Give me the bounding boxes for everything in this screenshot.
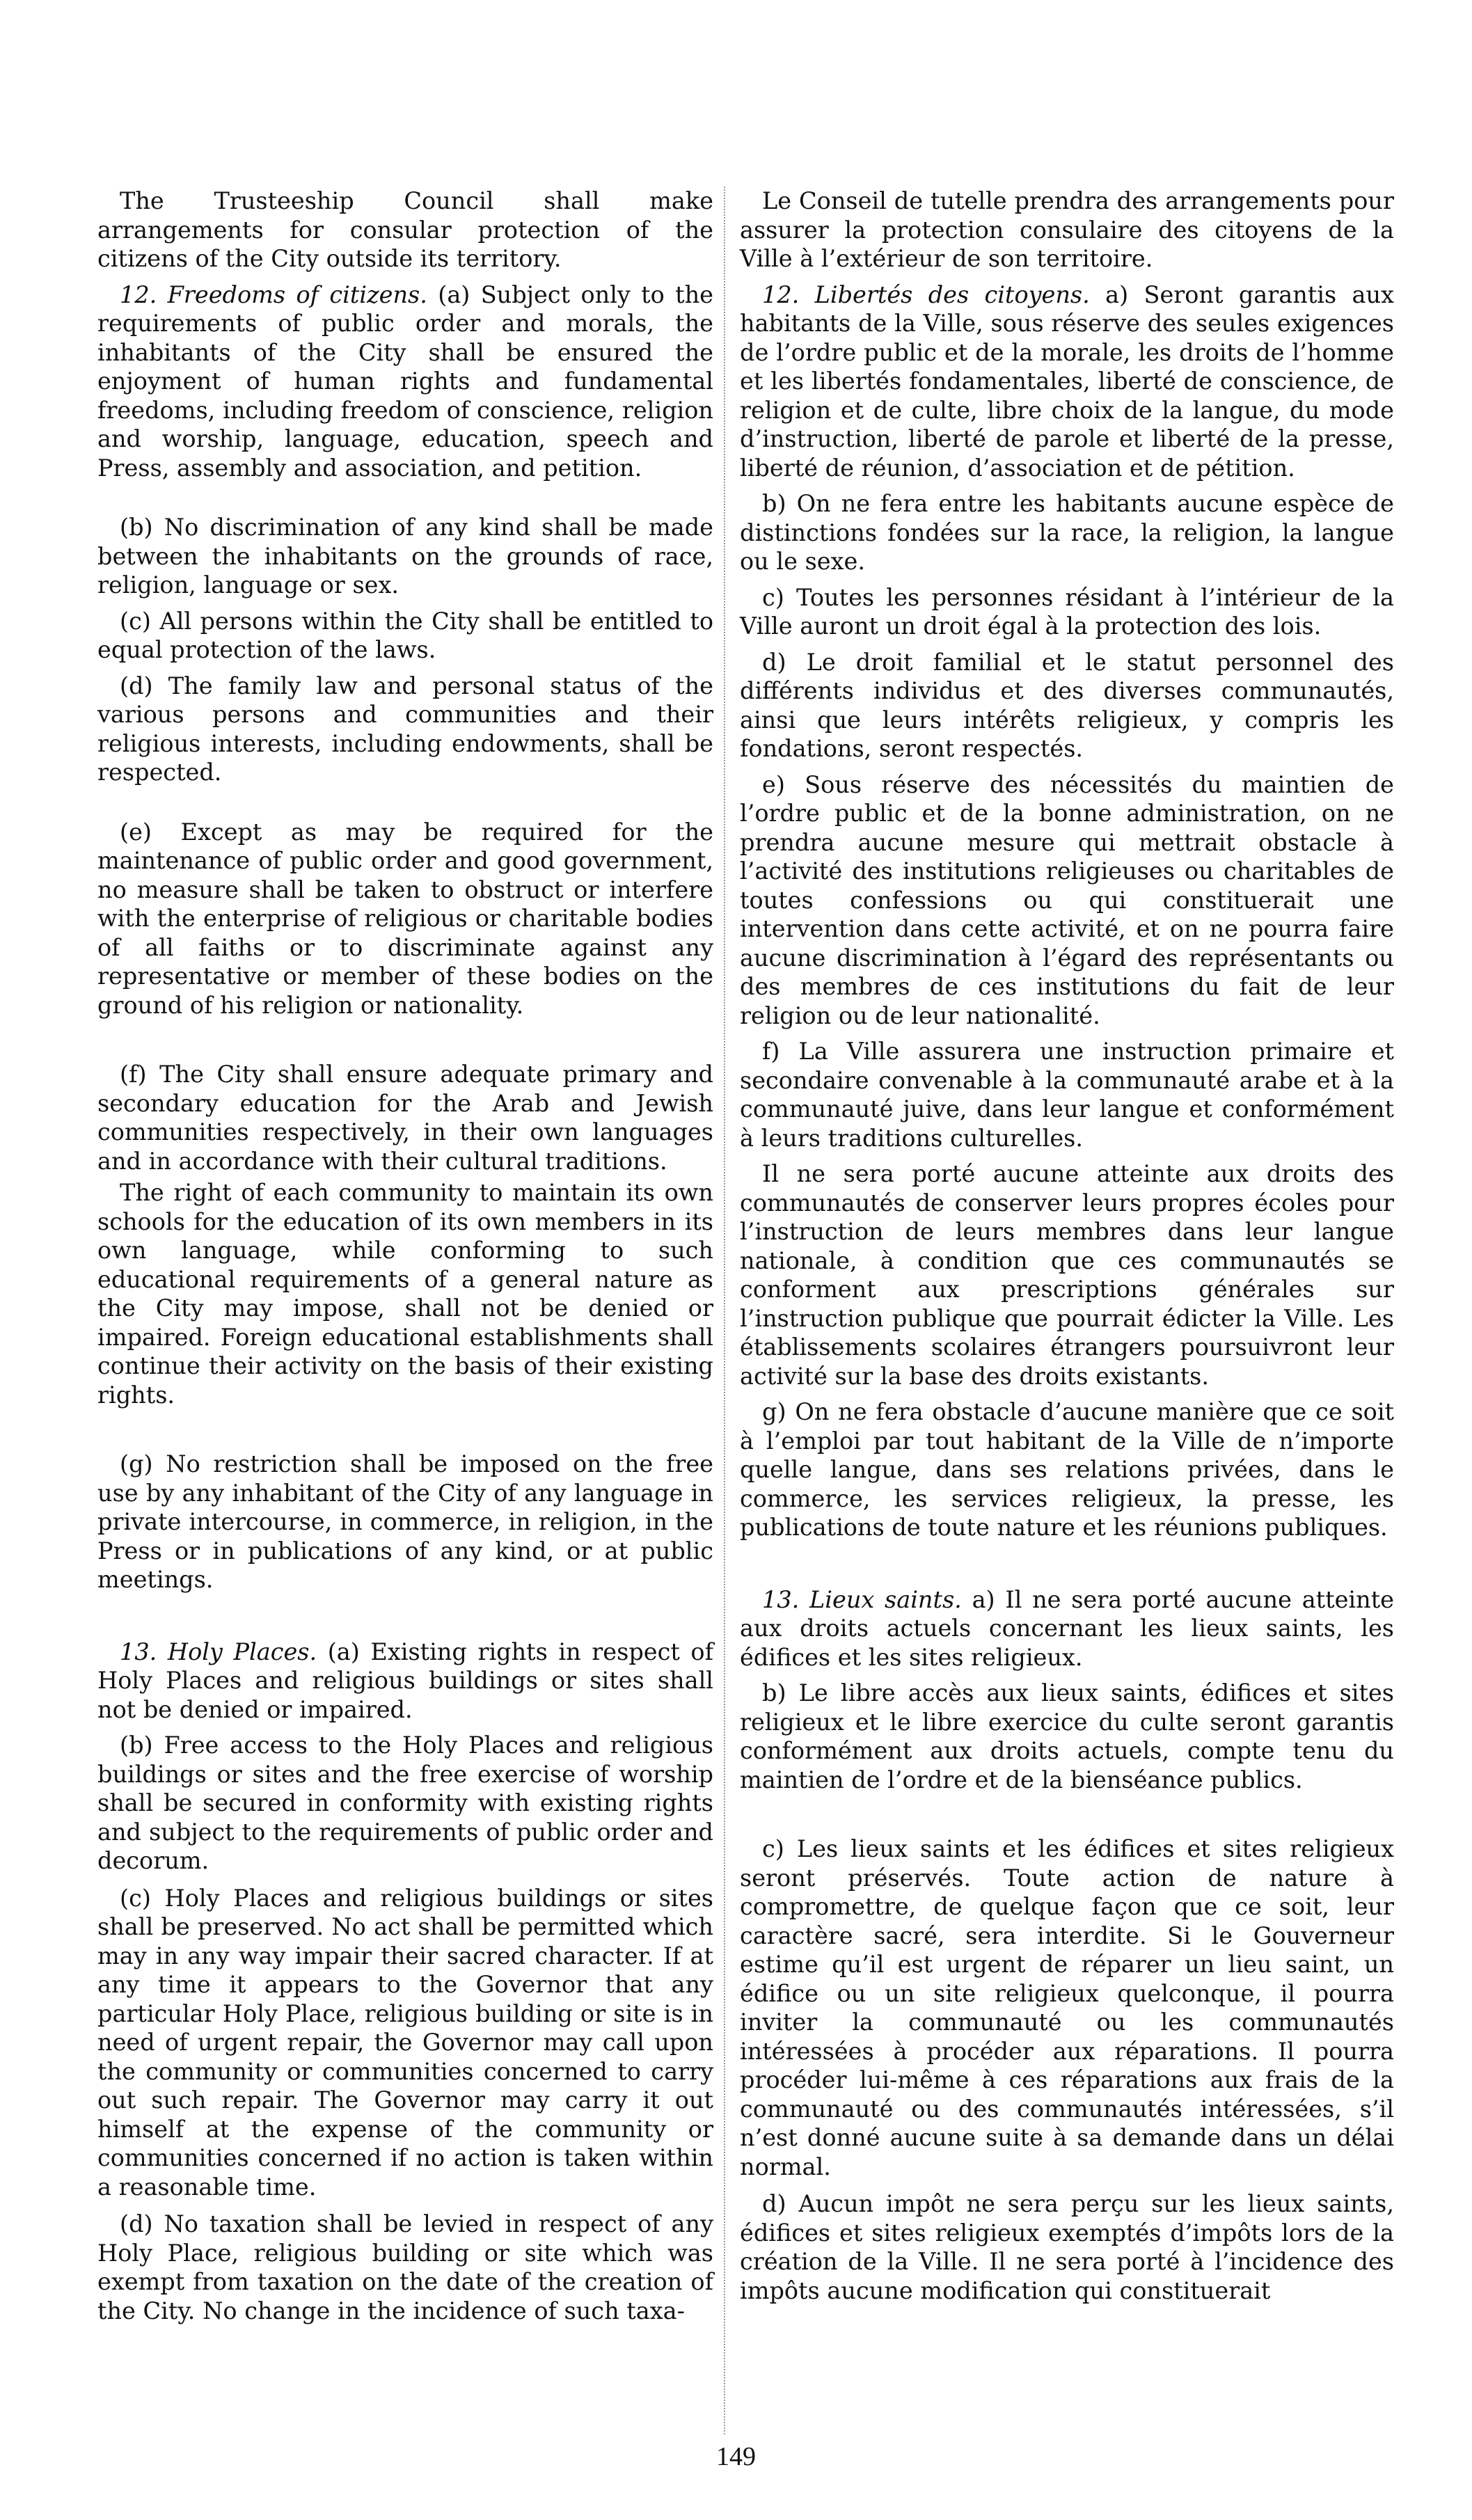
paragraph-text: The Trusteeship Council shall make arrangements for consular protection of the citizens of the City outside its territory. (97, 187, 713, 272)
paragraph-text: (c) All persons within the City shall be entitled to equal protection of the laws. (97, 607, 713, 663)
paragraph-text: (f) The City shall ensure adequate primary and secondary education for the Arab and Jewish communities respectively, in their own languages and in accordance with their cultural traditions. (97, 1061, 713, 1175)
paragraph-en-12e (97, 818, 713, 1020)
paragraph-text: (a) Existing rights in respect of Holy Places and religious buildings or sites shall not be denied or impaired. (97, 1638, 713, 1723)
paragraph-text: (b) Free access to the Holy Places and religious buildings or sites and the free exercise of worship shall be secured in conformity with existing rights and subject to the requirements of public order and decorum. (97, 1731, 713, 1874)
paragraph-text: b) Le libre accès aux lieux saints, édifices et sites religieux et le libre exercice du culte seront garantis conformément aux droits actuels, compte tenu du maintien de l’ordre et de la bienséance publics. (740, 1679, 1394, 1793)
paragraph-text: The right of each community to maintain its own schools for the education of its own members in its own language, while conforming to such educational requirements of a general nature as the City may impose, shall not be denied or impaired. Foreign educational establishments shall continue their activity on the basis of their existing rights. (97, 1179, 713, 1409)
paragraph-fr-12c (740, 583, 1394, 641)
paragraph-text: (d) The family law and personal status of the various persons and communities and their religious interests, including endowments, shall be respected. (97, 672, 713, 786)
paragraph-fr-12a (740, 280, 1394, 483)
paragraph-text: (c) Holy Places and religious buildings or sites shall be preserved. No act shall be permitted which may in any way impair their sacred character. If at any time it appears to the Governor that any particular Holy Place, religious building or site is in need of urgent repair, the Governor may call upon the community or communities concerned to carry out such repair. The Governor may carry it out himself at the expense of the community or communities concerned if no action is taken within a reasonable time. (97, 1884, 713, 2201)
paragraph-fr-13b (740, 1679, 1394, 1794)
paragraph-en-12a (97, 280, 713, 483)
paragraph-en-13d (97, 2210, 713, 2325)
section-heading: 13. Lieux saints. (762, 1585, 962, 1613)
paragraph-text: g) On ne fera obstacle d’aucune manière que ce soit à l’emploi par tout habitant de la Ville de n’importe quelle langue, dans ses relations privées, dans le commerce, les services religieux, la presse, les publications de toute nature et les réunions publiques. (740, 1398, 1394, 1541)
paragraph-fr-12e (740, 770, 1394, 1031)
paragraph-en-13c (97, 1884, 713, 2202)
paragraph-text: (g) No restriction shall be imposed on the free use by any inhabitant of the City of any language in private intercourse, in commerce, in religion, in the Press or in publications of any kind, or at public meetings. (97, 1450, 713, 1593)
paragraph-text: a) Il ne sera porté aucune atteinte aux droits actuels concernant les lieux saints, les édifices et les sites religieux. (740, 1585, 1394, 1671)
paragraph-text: a) Seront garantis aux habitants de la Ville, sous réserve des seules exigences de l’ordre public et de la morale, les droits de l’homme et les libertés fondamentales, liberté de conscience, de religion et de culte, libre choix de la langue, du mode d’instruction, liberté de parole et liberté de la presse, liberté de réunion, d’association et de pétition. (740, 280, 1394, 482)
paragraph-text: f) La Ville assurera une instruction primaire et secondaire convenable à la communauté arabe et à la communauté juive, dans leur langue et conformément à leurs traditions culturelles. (740, 1038, 1394, 1152)
column-divider (724, 187, 725, 2434)
paragraph-text: e) Sous réserve des nécessités du maintien de l’ordre public et de la bonne administration, on ne prendra aucune mesure qui mettrait obstacle à l’activité des institutions religieuses ou charitables de toutes confessions ou qui constituerait une intervention dans cette activité, et on ne pourra faire aucune discrimination à l’égard des représentants ou des membres de ces institutions du fait de leur religion ou de leur nationalité. (740, 770, 1394, 1029)
paragraph-text: d) Aucun impôt ne sera perçu sur les lieux saints, édifices et sites religieux exemptés d’impôts lors de la création de la Ville. Il ne sera porté à l’incidence des impôts aucune modification qui constituerait (740, 2190, 1394, 2304)
paragraph-en-12g (97, 1450, 713, 1594)
paragraph-fr-13a (740, 1585, 1394, 1672)
paragraph-fr-13c (740, 1834, 1394, 2181)
paragraph-text: Le Conseil de tutelle prendra des arrangements pour assurer la protection consulaire des citoyens de la Ville à l’extérieur de son territoire. (740, 187, 1394, 272)
paragraph-fr-12b (740, 489, 1394, 576)
paragraph-fr-schools (740, 1159, 1394, 1390)
paragraph-text: Il ne sera porté aucune atteinte aux droits des communautés de conserver leurs propres écoles pour l’instruction de leurs membres dans leur langue nationale, à condition que ces communautés se conforment aux prescriptions générales sur l’instruction publique que pourrait édicter la Ville. Les établissements scolaires étrangers poursuivront leur activité sur la base des droits existants. (740, 1160, 1394, 1390)
paragraph-text: d) Le droit familial et le statut personnel des différents individus et des diverses communautés, ainsi que leurs intérêts religieux, y compris les fondations, seront respectés. (740, 648, 1394, 762)
paragraph-fr-12f (740, 1037, 1394, 1152)
paragraph-en-12b (97, 513, 713, 600)
paragraph-fr-12d (740, 648, 1394, 763)
section-heading: 13. Holy Places. (120, 1638, 317, 1665)
paragraph-fr-consular (740, 187, 1394, 274)
french-column (740, 187, 1394, 2305)
paragraph-en-13a (97, 1638, 713, 1725)
paragraph-text: (b) No discrimination of any kind shall be made between the inhabitants on the grounds of race, religion, language or sex. (97, 514, 713, 599)
paragraph-text: (d) No taxation shall be levied in respect of any Holy Place, religious building or site which was exempt from taxation on the date of the creation of the City. No change in the incidence of such taxa- (97, 2210, 713, 2324)
page-number: 149 (716, 2442, 756, 2471)
paragraph-en-12c (97, 607, 713, 665)
paragraph-fr-13d (740, 2189, 1394, 2305)
paragraph-text: (a) Subject only to the requirements of public order and morals, the inhabitants of the City shall be ensured the enjoyment of human rights and fundamental freedoms, including freedom of conscience, religion and worship, language, education, speech and Press, assembly and association, and petition. (97, 280, 714, 482)
section-heading: 12. Libertés des citoyens. (762, 280, 1090, 308)
english-column (97, 187, 713, 2325)
section-heading: 12. Freedoms of citizens. (120, 280, 427, 308)
paragraph-text: c) Toutes les personnes résidant à l’intérieur de la Ville auront un droit égal à la protection des lois. (740, 583, 1394, 640)
paragraph-fr-12g (740, 1397, 1394, 1542)
paragraph-en-12d (97, 672, 713, 787)
paragraph-text: (e) Except as may be required for the maintenance of public order and good government, no measure shall be taken to obstruct or interfere with the enterprise of religious or charitable bodies of all faiths or to discriminate against any representative or member of these bodies on the ground of his religion or nationality. (97, 818, 713, 1019)
paragraph-en-schools (97, 1178, 713, 1409)
paragraph-text: c) Les lieux saints et les édifices et sites religieux seront préservés. Toute action de nature à compromettre, de quelque façon que ce soit, leur caractère sacré, sera interdite. Si le Gouverneur estime qu’il est urgent de réparer un lieu saint, un édifice ou un site religieux quelconque, il pourra inviter la communauté ou les communautés intéressées à procéder aux réparations. Il pourra procéder lui-même à ces réparations aux frais de la communauté ou des communautés intéressées, s’il n’est donné aucune suite à sa demande dans un délai normal. (740, 1835, 1394, 2180)
paragraph-text: b) On ne fera entre les habitants aucune espèce de distinctions fondées sur la race, la religion, la langue ou le sexe. (740, 490, 1394, 575)
paragraph-en-12f (97, 1060, 713, 1175)
paragraph-en-13b (97, 1731, 713, 1876)
paragraph-en-consular (97, 187, 713, 274)
